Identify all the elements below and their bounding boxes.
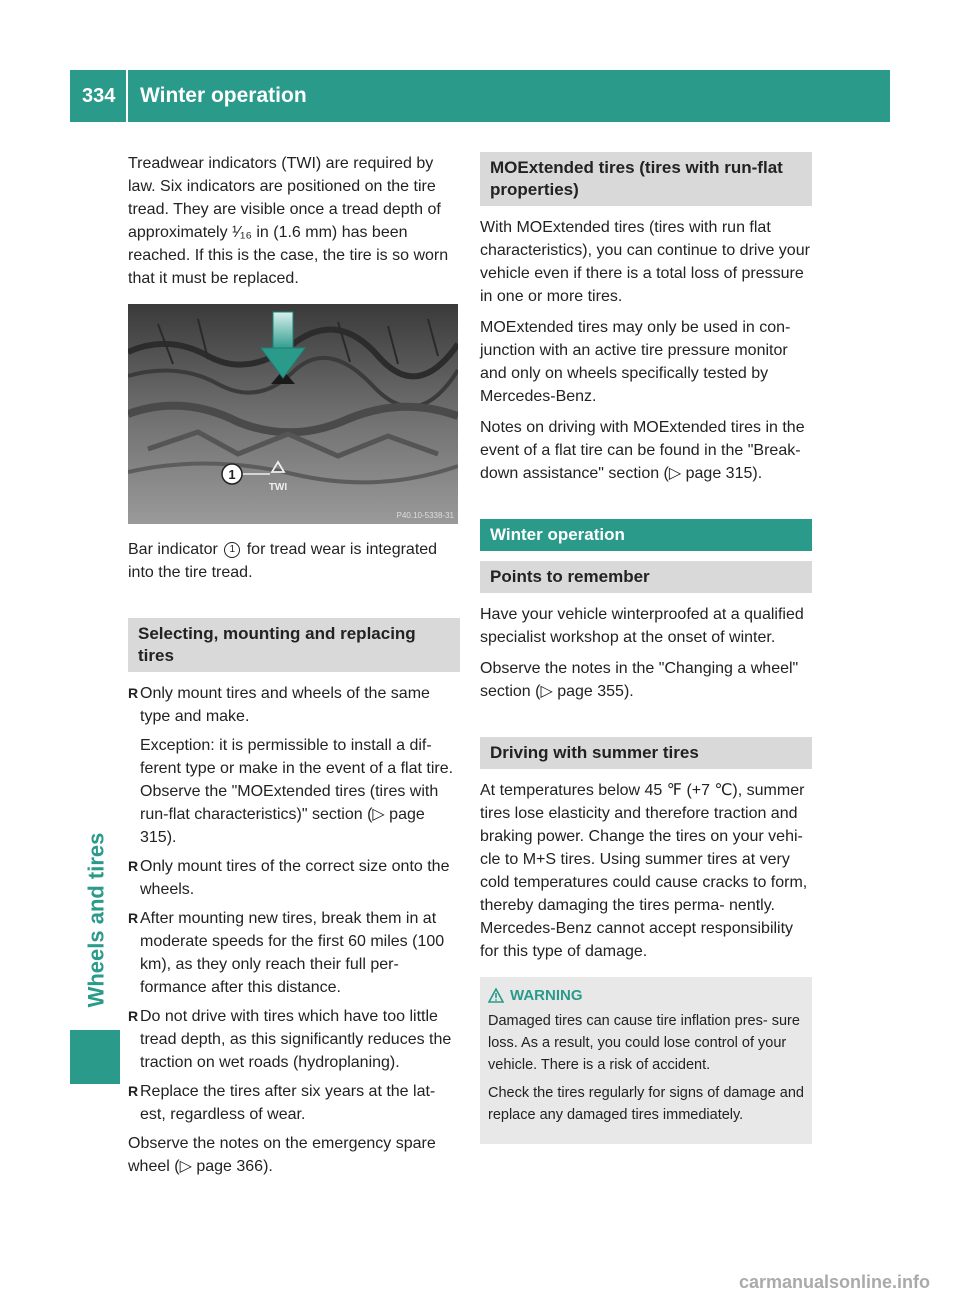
list-item-exception: Exception: it is permissible to install a dif- ferent type or make in the event of a flat tire. Observe the "MOExtended tires (tires with run-flat characteristics)" section (▷ page 315). (140, 737, 454, 846)
list-item (128, 1080, 460, 1126)
caption-text-before: Bar indicator (128, 541, 218, 558)
bullet-marker: R (128, 685, 139, 701)
bar-indicator-caption (128, 538, 460, 584)
list-item (128, 855, 460, 901)
twi-intro-paragraph: Treadwear indicators (TWI) are required by law. Six indicators are positioned on the tire tread. They are visible once a tread depth of approximately ¹⁄₁₆ in (1.6 mm) has been reached. If this is the case, the tire is so worn that it must be replaced. (128, 155, 449, 287)
moextended-paragraph-3: Notes on driving with MOExtended tires in the event of a flat tire can be found in the "Break- down assistance" section (▷ page 315). (480, 419, 805, 482)
moextended-paragraph-1: With MOExtended tires (tires with run flat characteristics), you can continue to drive your vehicle even if there is a total loss of pressure in one or more tires. (480, 219, 810, 305)
points-to-remember-heading: Points to remember (480, 561, 812, 593)
moextended-heading: MOExtended tires (tires with run-flat properties) (480, 152, 812, 206)
right-column (480, 152, 812, 1144)
moextended-paragraph-2: MOExtended tires may only be used in con- junction with an active tire pressure monitor and only on wheels specifically tested by Mercedes-Benz. (480, 319, 791, 405)
points-paragraph-1: Have your vehicle winterproofed at a qualified specialist workshop at the onset of winter. (480, 606, 804, 646)
callout-number: 1 (228, 467, 236, 482)
bullet-marker: R (128, 910, 139, 926)
list-item (128, 907, 460, 999)
list-item (128, 682, 460, 849)
page-number: 334 (82, 84, 116, 107)
callout-marker-1: 1 (224, 542, 240, 558)
winter-operation-heading: Winter operation (480, 519, 812, 551)
list-item-text: Only mount tires of the correct size onto the wheels. (140, 858, 450, 898)
left-column (128, 152, 460, 1186)
list-item-text: Replace the tires after six years at the lat- est, regardless of wear. (140, 1083, 436, 1123)
bullet-marker: R (128, 1008, 139, 1024)
tire-tread-figure (128, 304, 458, 524)
warning-title: WARNING (510, 987, 583, 1004)
header-bar (70, 70, 890, 122)
page-title: Winter operation (140, 84, 307, 107)
list-item (128, 1005, 460, 1074)
tire-rules-list (128, 682, 460, 1126)
bullet-marker: R (128, 1083, 139, 1099)
emergency-spare-note: Observe the notes on the emergency spare wheel (▷ page 366). (128, 1135, 436, 1175)
twi-label: TWI (268, 482, 288, 493)
summer-tires-paragraph: At temperatures below 45 ℉ (+7 ℃), summer tires lose elasticity and therefore traction and braking power. Change the tires on your vehi- cle to M+S tires. Using summer tires at very cold temperatures could cause cracks to form, thereby damaging the tires perma- nently. Mercedes-Benz cannot accept responsibility for this type of damage. (480, 782, 808, 960)
warning-paragraph-1: Damaged tires can cause tire inflation pres- sure loss. As a result, you could lose control of your vehicle. There is a risk of accident. (488, 1013, 800, 1073)
chapter-tab-text: Wheels and tires (83, 832, 108, 1008)
selecting-tires-heading: Selecting, mounting and replacing tires (128, 618, 460, 672)
warning-triangle-icon (488, 988, 504, 1003)
indicator-arrow-shaft (273, 312, 293, 350)
list-item-text: Do not drive with tires which have too little tread depth, as this significantly reduces the traction on wet roads (hydroplaning). (140, 1008, 452, 1071)
chapter-tab-marker (70, 1030, 120, 1084)
warning-box (480, 977, 812, 1144)
figure-code: P40.10-5338-31 (396, 511, 454, 520)
footer-watermark: carmanualsonline.info (738, 1272, 930, 1292)
warning-title-row (488, 987, 804, 1004)
chapter-tab-label (72, 830, 120, 1010)
summer-tires-heading: Driving with summer tires (480, 737, 812, 769)
list-item-text: After mounting new tires, break them in at moderate speeds for the first 60 miles (100 km), as they only reach their full per- formance after this distance. (140, 910, 445, 996)
list-item-text: Only mount tires and wheels of the same type and make. (140, 685, 430, 725)
caption-text-after: for tread wear is integrated into the tire tread. (128, 541, 438, 581)
warning-paragraph-2: Check the tires regularly for signs of damage and replace any damaged tires immediately. (488, 1085, 804, 1123)
points-paragraph-2: Observe the notes in the "Changing a wheel" section (▷ page 355). (480, 660, 799, 700)
bullet-marker: R (128, 858, 139, 874)
